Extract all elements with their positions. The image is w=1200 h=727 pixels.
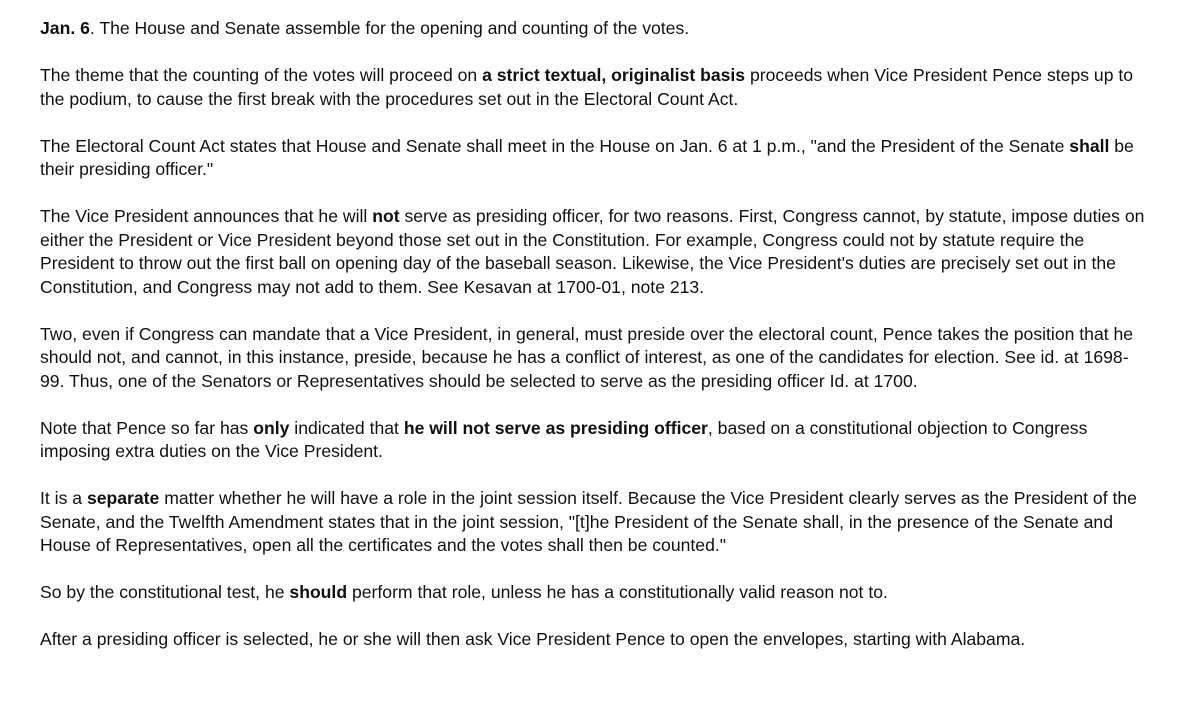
text-run: , based on a constitutional objection to Congress imposing extra duties on the Vice President. (40, 417, 1088, 461)
bold-text-run: Jan. 6 (40, 18, 90, 38)
text-run: . The House and Senate assemble for the opening and counting of the votes. (89, 18, 690, 38)
text-run: perform that role, unless he has a constitutionally valid reason not to. (347, 582, 888, 602)
paragraph-2 (40, 64, 1145, 111)
text-run: The Electoral Count Act states that House and Senate shall meet in the House on Jan. 6 at 1 p.m., "and the President of the Senate (40, 135, 1070, 156)
text-run: The Vice President announces that he will (40, 206, 373, 226)
document-body (40, 17, 1145, 675)
paragraph-7 (40, 487, 1145, 558)
bold-text-run: should (289, 582, 348, 602)
bold-text-run: separate (86, 488, 160, 508)
bold-text-run: shall (1069, 135, 1110, 156)
bold-text-run: only (253, 417, 290, 438)
text-run: proceeds when Vice President Pence steps up to the podium, to cause the first break with the procedures set out in the Electoral Count Act. (40, 65, 1134, 109)
paragraph-8 (40, 581, 1145, 605)
text-run: indicated that (289, 417, 404, 438)
text-run: be their presiding officer." (40, 135, 1134, 179)
text-run: So by the constitutional test, he (40, 582, 290, 602)
paragraph-5 (40, 323, 1145, 394)
text-run: Note that Pence so far has (40, 417, 254, 438)
text-run: serve as presiding officer, for two reasons. First, Congress cannot, by statute, impose duties on either the President or Vice President beyond those set out in the Constitution. For example, Congress could not by statute require the President to throw out the first ball on opening day of the baseball season. Likewise, the Vice President's duties are precisely set out in the Constitution, and Congress may not add to them. See Kesavan at 1700-01, note 213. (40, 206, 1145, 297)
paragraph-3 (40, 135, 1145, 182)
text-run: The theme that the counting of the votes will proceed on (40, 65, 483, 85)
paragraph-1 (40, 17, 1145, 41)
text-run: It is a (40, 488, 87, 508)
bold-text-run: he will not serve as presiding officer (403, 417, 708, 438)
text-run: Two, even if Congress can mandate that a Vice President, in general, must preside over the electoral count, Pence takes the position that he should not, and cannot, in this instance, preside, because he has a conflict of interest, as one of the candidates for election. See id. at 1698-99. Thus, one of the Senators or Representatives should be selected to serve as the presiding officer Id. at 1700. (40, 323, 1134, 391)
text-run: After a presiding officer is selected, he or she will then ask Vice President Pence to open the envelopes, starting with Alabama. (40, 629, 1026, 649)
bold-text-run: a strict textual, originalist basis (482, 65, 746, 85)
paragraph-4 (40, 205, 1145, 299)
paragraph-9 (40, 628, 1145, 652)
text-run: matter whether he will have a role in the joint session itself. Because the Vice President clearly serves as the President of the Senate, and the Twelfth Amendment states that in the joint session, "[t]he President of the Senate shall, in the presence of the Senate and House of Representatives, open all the certificates and the votes shall then be counted." (40, 488, 1137, 555)
paragraph-6 (40, 417, 1145, 464)
bold-text-run: not (372, 206, 400, 226)
